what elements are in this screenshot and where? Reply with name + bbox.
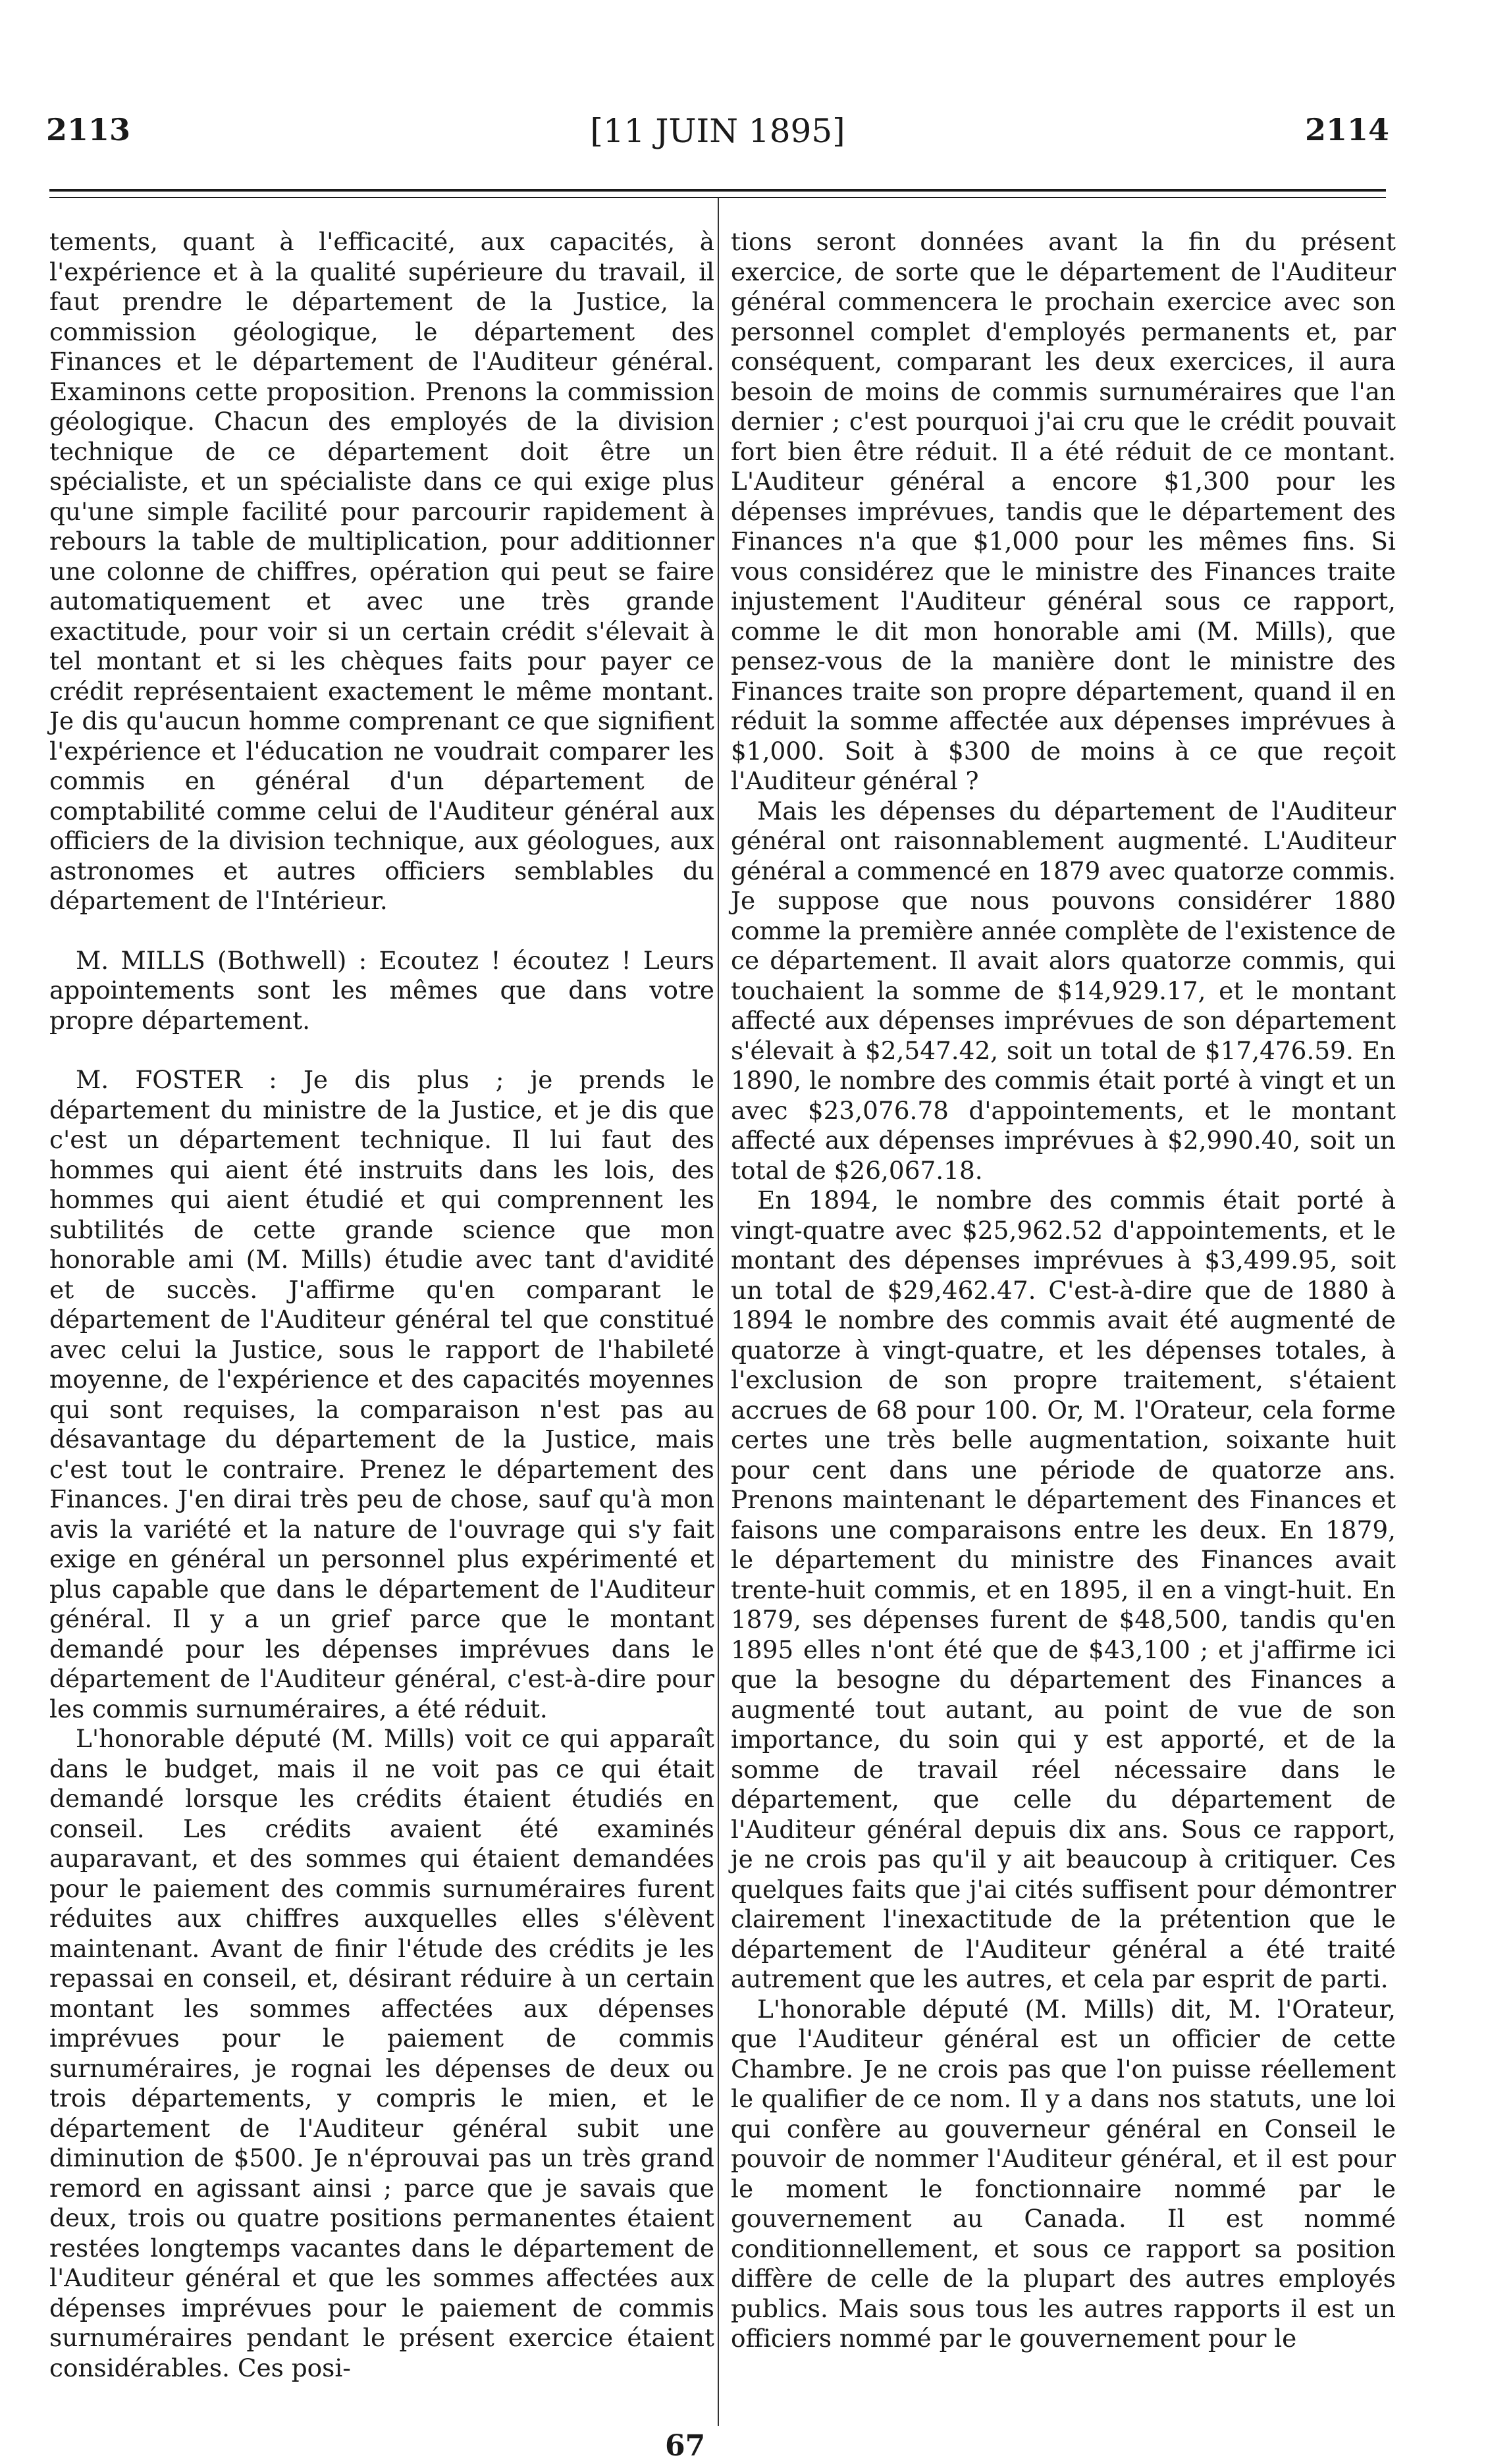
paragraph: Mais les dépenses du département de l'Auditeur général ont raisonnablement augmenté. L'Auditeur général a commencé en 1879 avec quatorze commis. Je suppose que nous pouvons considérer 1880 comme la première année complète de l'existence de ce département. Il avait alors quatorze commis, qui touchaient la somme de $14,929.17, et le montant affecté aux dépenses imprévues de son département s'élevait à $2,547.42, soit un total de $17,476.59. En 1890, le nombre des commis était porté à vingt et un avec $23,076.78 d'appointements, et le montant affecté aux dépenses imprévues à $2,990.40, soit un total de $26,067.18. — [731, 796, 1396, 1185]
column-divider — [718, 197, 719, 2426]
header-date: [11 JUIN 1895] — [590, 112, 845, 150]
page-number-left: 2113 — [46, 112, 131, 147]
paragraph: tements, quant à l'efficacité, aux capacités, à l'expérience et à la qualité supérieure du travail, il faut prendre le département de la Justice, la commission géologique, le département des Finances et le département de l'Auditeur général. Examinons cette proposition. Prenons la commission géologique. Chacun des employés de la division technique de ce département doit être un spécialiste, et un spécialiste dans ce qui exige plus qu'une simple facilité pour parcourir rapidement à rebours la table de multiplication, pour additionner une colonne de chiffres, opération qui peut se faire automatiquement et avec une très grande exactitude, pour voir si un certain crédit s'élevait à tel montant et si les chèques faits pour payer ce crédit représentaient exactement le même montant. Je dis qu'aucun homme comprenant ce que signifient l'expérience et l'éducation ne voudrait comparer les commis en général d'un département de comptabilité comme celui de l'Auditeur général aux officiers de la division technique, aux géologues, aux astronomes et autres officiers semblables du département de l'Intérieur. — [49, 227, 714, 915]
header-rule-thick — [49, 189, 1386, 192]
page-number-right: 2114 — [1304, 112, 1389, 147]
right-column — [731, 227, 1396, 2354]
paragraph: L'honorable député (M. Mills) voit ce qui apparaît dans le budget, mais il ne voit pas ce qui était demandé lorsque les crédits étaient étudiés en conseil. Les crédits avaient été examinés auparavant, et des sommes qui étaient demandées pour le paiement des commis surnuméraires furent réduites aux chiffres auxquelles elles s'élèvent maintenant. Avant de finir l'étude des crédits je les repassai en conseil, et, désirant réduire à un certain montant les sommes affectées aux dépenses imprévues pour le paiement de commis surnuméraires, je rognai les dépenses de deux ou trois départements, y compris le mien, et le département de l'Auditeur général subit une diminution de $500. Je n'éprouvai pas un très grand remord en agissant ainsi ; parce que je savais que deux, trois ou quatre positions permanentes étaient restées longtemps vacantes dans le département de l'Auditeur général et que les sommes affectées aux dépenses imprévues pour le paiement de commis surnuméraires pendant le présent exercice étaient considérables. Ces posi- — [49, 1724, 714, 2382]
left-column — [49, 227, 714, 2383]
paragraph: L'honorable député (M. Mills) dit, M. l'Orateur, que l'Auditeur général est un officier de cette Chambre. Je ne crois pas que l'on puisse réellement le qualifier de ce nom. Il y a dans nos statuts, une loi qui confère au gouverneur général en Conseil le pouvoir de nommer l'Auditeur général, et il est pour le moment le fonctionnaire nommé par le gouvernement au Canada. Il est nommé conditionnellement, et sous ce rapport sa position diffère de celle de la plupart des autres employés publics. Mais sous tous les autres rapports il est un officiers nommé par le gouvernement pour le — [731, 1994, 1396, 2353]
paragraph-mills-interjection: M. MILLS (Bothwell) : Ecoutez ! écoutez ! Leurs appointements sont les mêmes que dans votre propre département. — [49, 945, 714, 1035]
paragraph: tions seront données avant la fin du présent exercice, de sorte que le département de l'Auditeur général commencera le prochain exercice avec son personnel complet d'employés permanents et, par conséquent, comparant les deux exercices, il aura besoin de moins de commis surnuméraires que l'an dernier ; c'est pourquoi j'ai cru que le crédit pouvait fort bien être réduit. Il a été réduit de ce montant. L'Auditeur général a encore $1,300 pour les dépenses imprévues, tandis que le département des Finances n'a que $1,000 pour les mêmes fins. Si vous considérez que le ministre des Finances traite injustement l'Auditeur général sous ce rapport, comme le dit mon honorable ami (M. Mills), que pensez-vous de la manière dont le ministre des Finances traite son propre département, quand il en réduit la somme affectée aux dépenses imprévues à $1,000. Soit à $300 de moins à ce que reçoit l'Auditeur général ? — [731, 227, 1396, 795]
sheet-number: 67 — [665, 2429, 706, 2463]
page-header — [46, 112, 1389, 158]
paragraph: En 1894, le nombre des commis était porté à vingt-quatre avec $25,962.52 d'appointements, et le montant des dépenses imprévues à $3,499.95, soit un total de $29,462.47. C'est-à-dire que de 1880 à 1894 le nombre des commis avait été augmenté de quatorze à vingt-quatre, et les dépenses totales, à l'exclusion de son propre traitement, s'étaient accrues de 68 pour 100. Or, M. l'Orateur, cela forme certes une très belle augmentation, soixante huit pour cent dans une période de quatorze ans. Prenons maintenant le département des Finances et faisons une comparaisons entre les deux. En 1879, le département du ministre des Finances avait trente-huit commis, et en 1895, il en a vingt-huit. En 1879, ses dépenses furent de $48,500, tandis qu'en 1895 elles n'ont été que de $43,100 ; et j'affirme ici que la besogne du département des Finances a augmenté tout autant, au point de vue de son importance, du soin qui y est apporté, et de la somme de travail réel nécessaire dans le département, que celle du département de l'Auditeur général depuis dix ans. Sous ce rapport, je ne crois pas qu'il y ait beaucoup à critiquer. Ces quelques faits que j'ai cités suffisent pour démontrer clairement l'inexactitude de la prétention que le département de l'Auditeur général a été traité autrement que les autres, et cela par esprit de parti. — [731, 1186, 1396, 1993]
paragraph-foster-speech: M. FOSTER : Je dis plus ; je prends le département du ministre de la Justice, et je dis que c'est un département technique. Il lui faut des hommes qui aient été instruits dans les lois, des hommes qui aient étudié et qui comprennent les subtilités de cette grande science que mon honorable ami (M. Mills) étudie avec tant d'avidité et de succès. J'affirme qu'en comparant le département de l'Auditeur général tel que constitué avec celui la Justice, sous le rapport de l'habileté moyenne, de l'expérience et des capacités moyennes qui sont requises, la comparaison n'est pas au désavantage du département de la Justice, mais c'est tout le contraire. Prenez le département des Finances. J'en dirai très peu de chose, sauf qu'à mon avis la variété et la nature de l'ouvrage qui s'y fait exige en général un personnel plus expérimenté et plus capable que dans le département de l'Auditeur général. Il y a un grief parce que le montant demandé pour les dépenses imprévues dans le département de l'Auditeur général, c'est-à-dire pour les commis surnuméraires, a été réduit. — [49, 1065, 714, 1723]
